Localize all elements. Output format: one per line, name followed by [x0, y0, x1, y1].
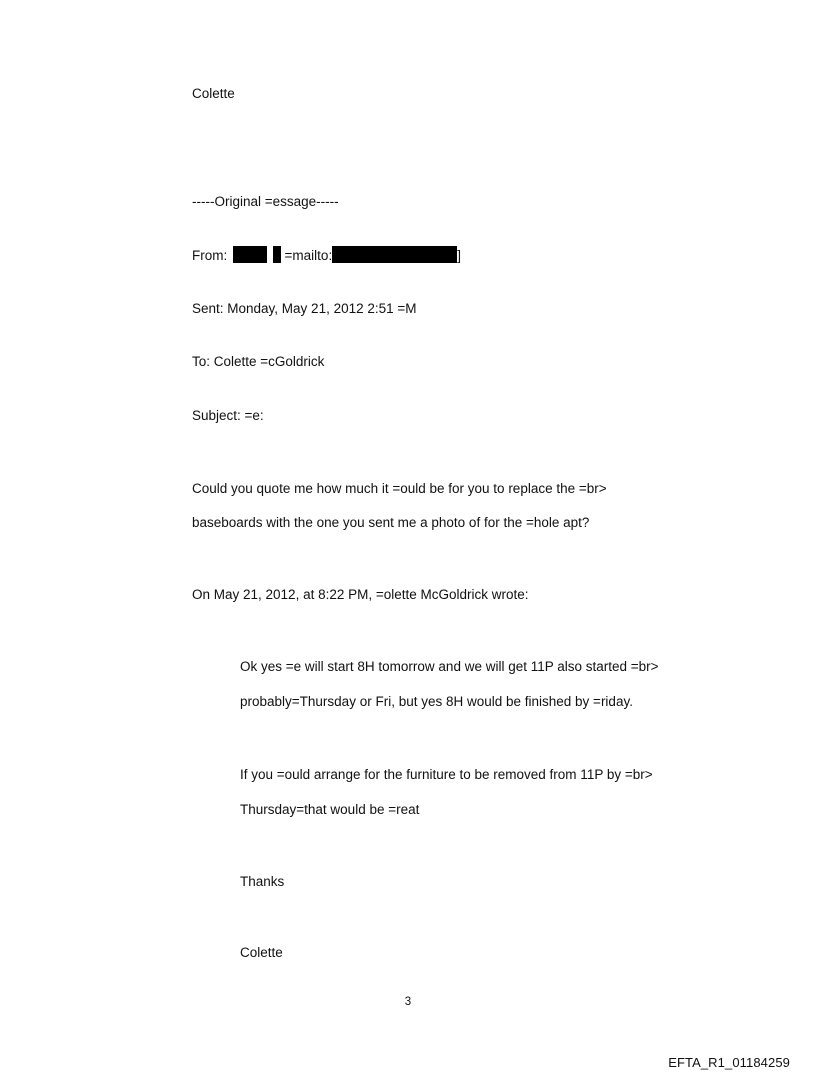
- from-line: [192, 246, 461, 265]
- document-id: EFTA_R1_01184259: [668, 1055, 790, 1070]
- to-line: To: Colette =cGoldrick: [192, 354, 325, 369]
- quoted-line: Ok yes =e will start 8H tomorrow and we will get 11P also started =br>: [240, 659, 659, 674]
- quoted-line: Thursday=that would be =reat: [240, 802, 420, 817]
- quoted-signature: Colette: [240, 945, 283, 960]
- quoted-thanks: Thanks: [240, 874, 285, 889]
- from-bracket: ]: [457, 248, 461, 263]
- from-mailto: =mailto:: [284, 248, 333, 263]
- from-label: From:: [192, 248, 228, 263]
- redaction-block: [273, 246, 281, 263]
- body-line: baseboards with the one you sent me a photo of for the =hole apt?: [192, 515, 590, 530]
- quoted-line: probably=Thursday or Fri, but yes 8H would be finished by =riday.: [240, 694, 633, 709]
- signature-top: Colette: [192, 86, 235, 101]
- redaction-block: [332, 246, 457, 263]
- body-line: Could you quote me how much it =ould be for you to replace the =br>: [192, 481, 607, 496]
- quote-intro: On May 21, 2012, at 8:22 PM, =olette McGoldrick wrote:: [192, 587, 529, 602]
- page-number: 3: [404, 996, 412, 1008]
- subject-line: Subject: =e:: [192, 408, 264, 423]
- original-message-header: -----Original =essage-----: [192, 194, 339, 209]
- sent-line: Sent: Monday, May 21, 2012 2:51 =M: [192, 301, 417, 316]
- quoted-line: If you =ould arrange for the furniture to be removed from 11P by =br>: [240, 767, 653, 782]
- redaction-block: [233, 246, 267, 263]
